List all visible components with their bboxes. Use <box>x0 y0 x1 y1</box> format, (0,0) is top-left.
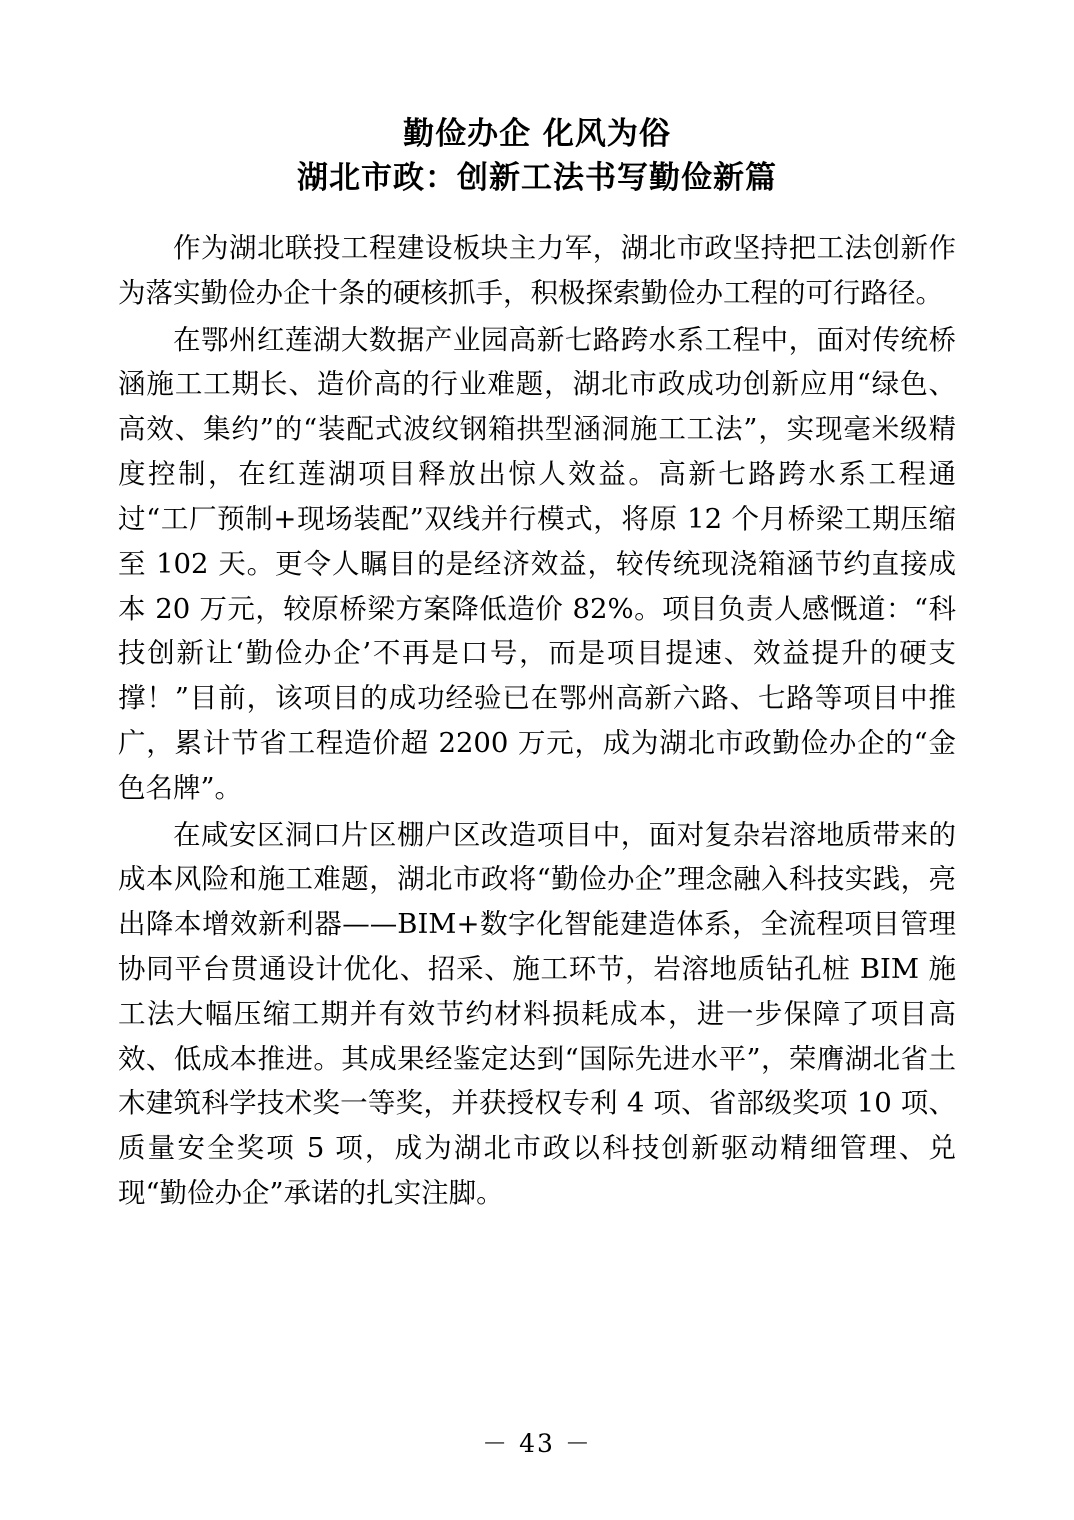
paragraph-3: 在咸安区洞口片区棚户区改造项目中，面对复杂岩溶地质带来的成本风险和施工难题，湖北市政将“勤俭办企”理念融入科技实践，亮出降本增效新利器——BIM+数字化智能建造体系，全流程项目管理协同平台贯通设计优化、招采、施工环节，岩溶地质钻孔桩 BIM 施工法大幅压缩工期并有效节约材料损耗成本，进一步保障了项目高效、低成本推进。其成果经鉴定达到“国际先进水平”，荣膺湖北省土木建筑科学技术奖一等奖，并获授权专利 4 项、省部级奖项 10 项、质量安全奖项 5 项，成为湖北市政以科技创新驱动精细管理、兑现“勤俭办企”承诺的扎实注脚。 <box>118 818 956 1210</box>
paragraph-2: 在鄂州红莲湖大数据产业园高新七路跨水系工程中，面对传统桥涵施工工期长、造价高的行业难题，湖北市政成功创新应用“绿色、高效、集约”的“装配式波纹钢箱拱型涵洞施工工法”，实现毫米级精度控制，在红莲湖项目释放出惊人效益。高新七路跨水系工程通过“工厂预制+现场装配”双线并行模式，将原 12 个月桥梁工期压缩至 102 天。更令人瞩目的是经济效益，较传统现浇箱涵节约直接成本 20 万元，较原桥梁方案降低造价 82%。项目负责人感慨道：“科技创新让‘勤俭办企’不再是口号，而是项目提速、效益提升的硬支撑！”目前，该项目的成功经验已在鄂州高新六路、七路等项目中推广，累计节省工程造价超 2200 万元，成为湖北市政勤俭办企的“金色名牌”。 <box>118 323 956 804</box>
title-block <box>118 112 956 200</box>
page-title-line-1: 勤俭办企 化风为俗 <box>403 116 671 152</box>
page-title-line-2: 湖北市政：创新工法书写勤俭新篇 <box>297 160 777 197</box>
page-number: － 43 － <box>482 1429 592 1458</box>
body-text <box>118 226 956 1218</box>
paragraph-1: 作为湖北联投工程建设板块主力军，湖北市政坚持把工法创新作为落实勤俭办企十条的硬核抓手，积极探索勤俭办工程的可行路径。 <box>118 232 956 309</box>
